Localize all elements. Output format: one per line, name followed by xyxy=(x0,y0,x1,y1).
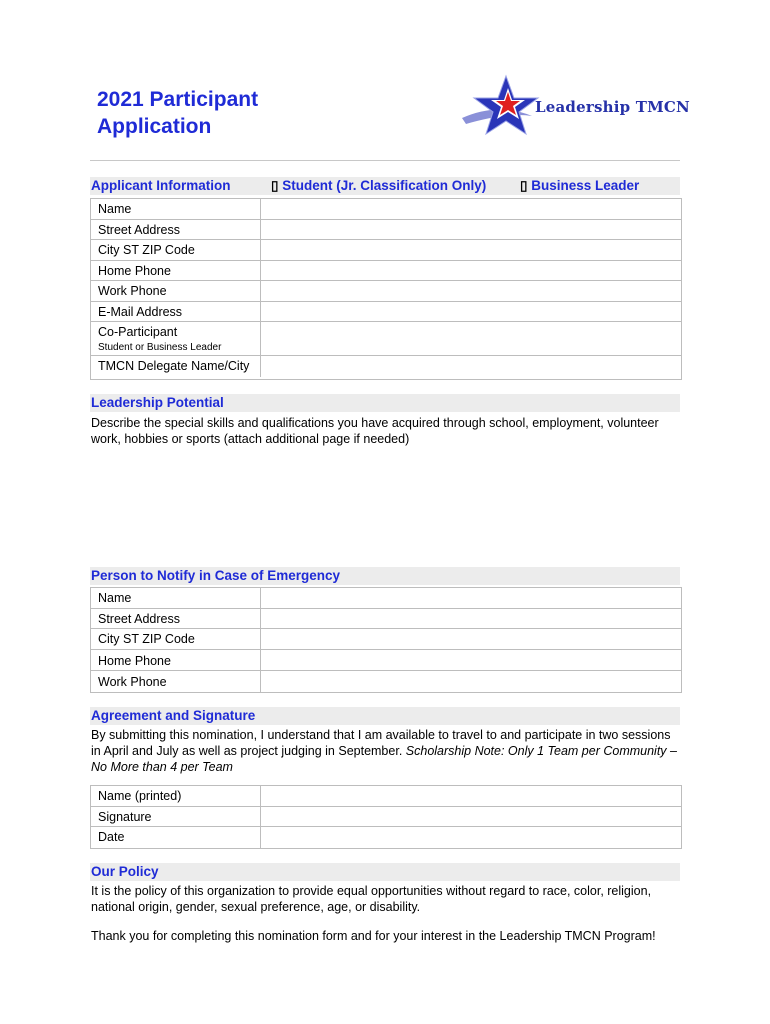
field-label-city: City ST ZIP Code xyxy=(98,243,195,257)
business-option[interactable] xyxy=(519,177,639,195)
label-signature: Signature xyxy=(98,810,152,824)
table-row xyxy=(91,588,681,609)
agreement-text xyxy=(91,727,681,775)
field-label-home-phone: Home Phone xyxy=(98,264,171,278)
field-label-coparticipant: Co-Participant xyxy=(98,325,178,339)
field-label-work-phone: Work Phone xyxy=(98,284,167,298)
label-date: Date xyxy=(98,830,125,844)
applicant-section-title: Applicant Information xyxy=(91,178,231,193)
street-address-input[interactable] xyxy=(260,220,681,239)
policy-text: It is the policy of this organization to provide equal opportunities without regard to race, color, religion, national origin, gender, sexual preference, age, or disability. xyxy=(91,884,652,914)
city-st-zip-input[interactable] xyxy=(260,240,681,260)
emergency-name-input[interactable] xyxy=(260,588,681,608)
table-row xyxy=(91,220,681,240)
delegate-input[interactable] xyxy=(260,356,681,377)
field-sublabel-coparticipant: Student or Business Leader xyxy=(98,342,222,353)
field-label-delegate: TMCN Delegate Name/City xyxy=(98,359,250,373)
email-input[interactable] xyxy=(260,302,681,321)
signature-table xyxy=(90,785,682,849)
table-row xyxy=(91,240,681,261)
leadership-description: Describe the special skills and qualifications you have acquired through school, employment, volunteer work, hobbies or sports (attach additional page if needed) xyxy=(91,416,659,446)
student-checkbox[interactable]: ▯ xyxy=(271,178,279,193)
name-input[interactable] xyxy=(260,199,681,219)
name-printed-input[interactable] xyxy=(260,786,681,806)
emergency-section-header xyxy=(90,567,680,585)
emergency-street-input[interactable] xyxy=(260,609,681,628)
emergency-section-title: Person to Notify in Case of Emergency xyxy=(91,568,341,583)
table-row xyxy=(91,302,681,322)
table-row xyxy=(91,807,681,827)
emergency-label-home-phone: Home Phone xyxy=(98,654,171,668)
home-phone-input[interactable] xyxy=(260,261,681,280)
emergency-label-street: Street Address xyxy=(98,612,180,626)
table-row xyxy=(91,356,681,377)
agreement-statement: By submitting this nomination, I understand that I am available to travel to and participate in two sessions in April and July as well as project judging in September. xyxy=(91,728,671,758)
leadership-section-header xyxy=(90,394,680,412)
field-label-email: E-Mail Address xyxy=(98,305,183,319)
agreement-section-title: Agreement and Signature xyxy=(91,708,256,723)
emergency-label-work-phone: Work Phone xyxy=(98,675,167,689)
applicant-table xyxy=(90,198,682,380)
field-label-street: Street Address xyxy=(98,223,180,237)
scholarship-note: Scholarship Note: Only 1 Team per Community – No More than 4 per Team xyxy=(91,744,677,774)
thank-you-text: Thank you for completing this nomination form and for your interest in the Leadership TMCN Program! xyxy=(91,929,656,943)
field-label-name: Name xyxy=(98,202,132,216)
applicant-section-header xyxy=(90,177,680,195)
agreement-section-header xyxy=(90,707,680,725)
emergency-label-city: City ST ZIP Code xyxy=(98,632,195,646)
coparticipant-input[interactable] xyxy=(260,322,681,355)
emergency-table xyxy=(90,587,682,693)
page-title xyxy=(97,86,258,140)
table-row xyxy=(91,786,681,807)
label-name-printed: Name (printed) xyxy=(98,789,182,803)
emergency-label-name: Name xyxy=(98,591,132,605)
divider xyxy=(90,160,680,161)
signature-input[interactable] xyxy=(260,807,681,826)
table-row xyxy=(91,609,681,629)
policy-section-title: Our Policy xyxy=(91,864,159,879)
table-row xyxy=(91,261,681,281)
table-row xyxy=(91,671,681,692)
logo-text: Leadership TMCN xyxy=(535,98,690,116)
table-row xyxy=(91,629,681,650)
title-line-2: Application xyxy=(97,115,212,138)
business-checkbox[interactable]: ▯ xyxy=(520,178,528,193)
table-row xyxy=(91,281,681,302)
student-option[interactable] xyxy=(270,177,486,195)
policy-section-header xyxy=(90,863,680,881)
title-line-1: 2021 Participant xyxy=(97,88,259,111)
table-row xyxy=(91,199,681,220)
table-row xyxy=(91,827,681,848)
student-option-label: Student (Jr. Classification Only) xyxy=(282,178,487,193)
emergency-work-phone-input[interactable] xyxy=(260,671,681,692)
leadership-section-title: Leadership Potential xyxy=(91,395,224,410)
table-row xyxy=(91,650,681,671)
leadership-response-area[interactable] xyxy=(90,450,680,560)
emergency-home-phone-input[interactable] xyxy=(260,650,681,670)
business-option-label: Business Leader xyxy=(531,178,640,193)
date-input[interactable] xyxy=(260,827,681,848)
work-phone-input[interactable] xyxy=(260,281,681,301)
table-row xyxy=(91,322,681,356)
emergency-city-input[interactable] xyxy=(260,629,681,649)
